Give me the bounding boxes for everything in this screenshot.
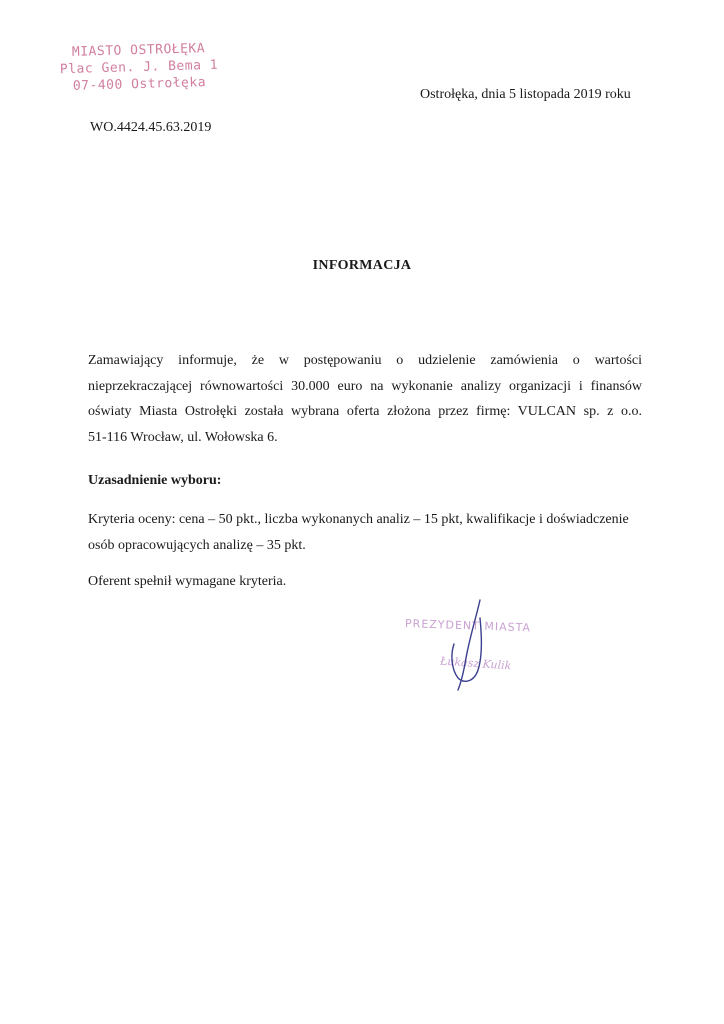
paragraph-line: 51-116 Wrocław, ul. Wołowska 6.: [88, 429, 278, 445]
paragraph-line: nieprzekraczającej równowartości 30.000 euro na wykonanie analizy organizacji i finansów: [88, 378, 642, 394]
handwritten-signature: [440, 598, 500, 694]
stamp-line-3: 07-400 Ostrołęka: [72, 75, 207, 94]
main-paragraph: [88, 348, 642, 450]
signature-stamp-title: PREZYDENT MIASTA: [404, 617, 532, 635]
paragraph-line: Kryteria oceny: cena – 50 pkt., liczba wykonanych analiz – 15 pkt, kwalifikacje i doświadczenie: [88, 512, 629, 527]
justification-paragraph: [88, 507, 642, 558]
paragraph-line: Zamawiający informuje, że w postępowaniu o udzielenie zamówienia o wartości: [88, 353, 642, 368]
justification-heading: Uzasadnienie wyboru:: [88, 473, 222, 488]
signature-stamp-name: Łukasz Kulik: [439, 654, 512, 673]
paragraph-line: osób opracowujących analizę – 35 pkt.: [88, 537, 306, 553]
stamp-line-1: MIASTO OSTROŁĘKA: [71, 41, 206, 60]
paragraph-line: oświaty Miasta Ostrołęki została wybrana oferta złożona przez firmę: VULCAN sp. z o.o.: [88, 404, 642, 419]
document-date: Ostrołęka, dnia 5 listopada 2019 roku: [420, 87, 631, 102]
city-stamp: [43, 39, 234, 95]
reference-number: WO.4424.45.63.2019: [90, 120, 212, 135]
stamp-line-2: Plac Gen. J. Bema 1: [59, 57, 219, 78]
closing-paragraph: Oferent spełnił wymagane kryteria.: [88, 574, 287, 589]
document-title: INFORMACJA: [312, 258, 412, 273]
